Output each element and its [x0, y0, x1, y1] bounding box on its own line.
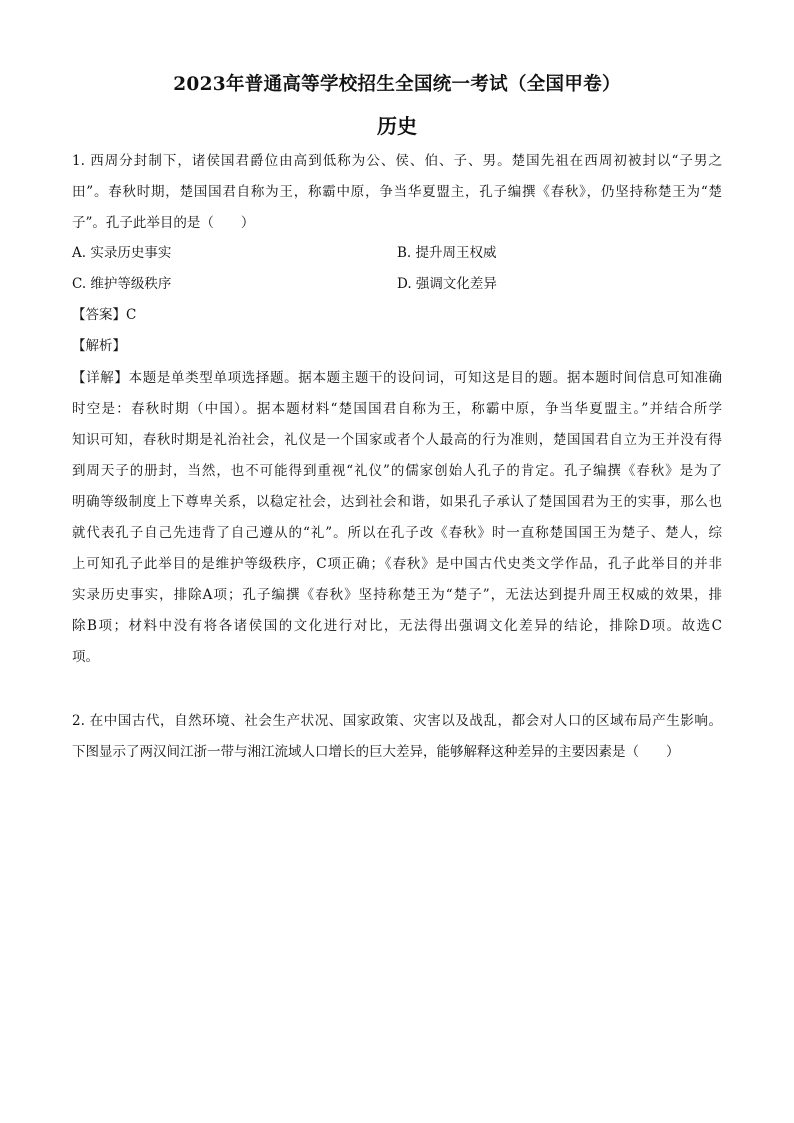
explanation-line: 时空是：春秋时期（中国）。据本题材料“楚国国君自称为王，称霸中原，争当华夏盟主。”并结合所学	[72, 401, 722, 417]
explanation-line: 知识可知，春秋时期是礼治社会，礼仪是一个国家或者个人最高的行为准则，楚国国君自立为王并没有得	[72, 432, 722, 448]
explanation-line: 就代表孔子自己先违背了自己遵从的“礼”。所以在孔子改《春秋》时一直称楚国国王为楚子、楚人，综	[72, 525, 722, 541]
question-1-options	[72, 238, 722, 300]
stem-line: 1. 西周分封制下，诸侯国君爵位由高到低称为公、侯、伯、子、男。楚国先祖在西周初被封以“子男之	[72, 153, 722, 169]
question-1-explanation	[72, 363, 722, 673]
stem-line: 下图显示了两汉间江浙一带与湘江流域人口增长的巨大差异，能够解释这种差异的主要因素是（ ）	[72, 744, 680, 760]
option-c: C. 维护等级秩序	[72, 276, 172, 292]
explanation-line: 实录历史事实，排除A项；孔子编撰《春秋》坚持称楚王为“楚子”，无法达到提升周王权威的效果，排	[72, 587, 722, 603]
analysis-label: 【解析】	[72, 338, 126, 354]
stem-line: 田”。春秋时期，楚国国君自称为王，称霸中原，争当华夏盟主，孔子编撰《春秋》，仍坚持称楚王为“楚	[72, 184, 722, 200]
option-a: A. 实录历史事实	[72, 245, 172, 261]
explanation-line: 明确等级制度上下尊卑关系，以稳定社会，达到社会和谐，如果孔子承认了楚国国君为王的实事，那么也	[72, 494, 722, 510]
option-d: D. 强调文化差异	[397, 276, 497, 292]
subject-title: 历史	[377, 114, 417, 138]
options-row	[72, 238, 722, 269]
options-row	[72, 269, 722, 300]
exam-title: 2023年普通高等学校招生全国统一考试（全国甲卷）	[173, 74, 621, 95]
stem-line: 子”。孔子此举目的是（ ）	[72, 215, 255, 231]
option-b: B. 提升周王权威	[397, 245, 497, 261]
stem-line: 2. 在中国古代，自然环境、社会生产状况、国家政策、灾害以及战乱，都会对人口的区域布局产生影响。	[72, 713, 722, 729]
explanation-line: 到周天子的册封，当然，也不可能得到重视“礼仪”的儒家创始人孔子的肯定。孔子编撰《春秋》是为了	[72, 463, 722, 479]
explanation-line: 项。	[72, 649, 99, 665]
answer-label: 【答案】C	[72, 307, 137, 323]
question-2-stem	[72, 706, 722, 768]
explanation-line: 上可知孔子此举目的是维护等级秩序，C项正确；《春秋》是中国古代史类文学作品，孔子此举目的并非	[72, 556, 722, 572]
explanation-line: 除B项；材料中没有将各诸侯国的文化进行对比，无法得出强调文化差异的结论，排除D项。故选C	[72, 618, 722, 634]
question-1-stem	[72, 146, 722, 239]
explanation-line: 【详解】本题是单类型单项选择题。据本题主题干的设问词，可知这是目的题。据本题时间信息可知准确	[72, 370, 722, 386]
